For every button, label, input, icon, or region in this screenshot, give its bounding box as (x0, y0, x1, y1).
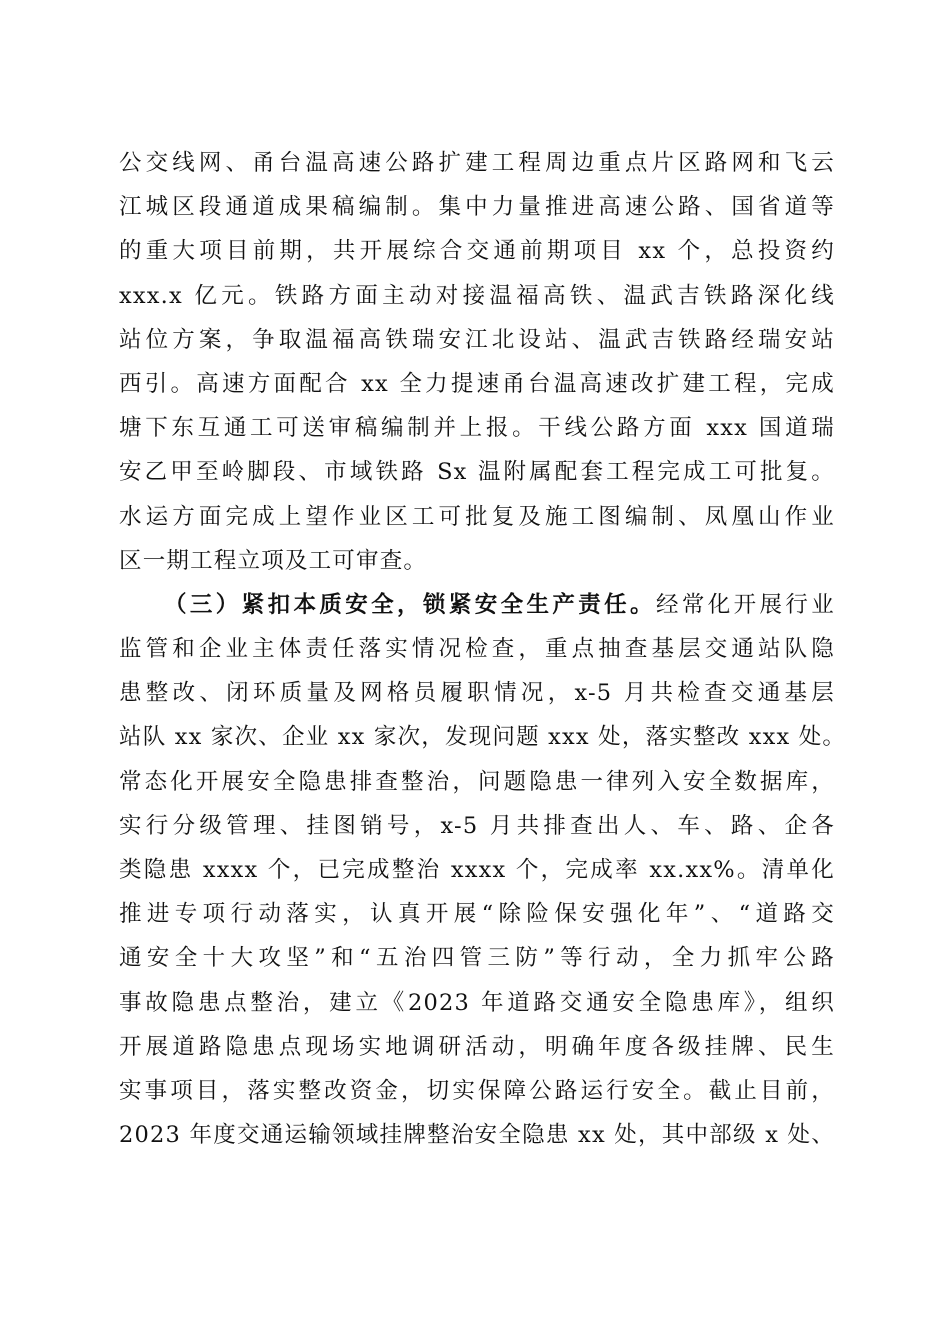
text-line (119, 450, 835, 494)
text-line (119, 760, 835, 804)
text-line (119, 671, 835, 715)
body-text (119, 141, 847, 1157)
line-text: 开展道路隐患点现场实地调研活动，明确年度各级挂牌、民生 (119, 1033, 835, 1060)
text-line (119, 1113, 835, 1157)
text-line (119, 229, 835, 273)
text-line (119, 848, 835, 892)
text-line (119, 892, 835, 936)
line-text: 区一期工程立项及工可审查。 (119, 547, 428, 574)
line-text: 实事项目，落实整改资金，切实保障公路运行安全。截止目前， (119, 1077, 835, 1104)
line-text: 江城区段通道成果稿编制。集中力量推进高速公路、国省道等 (119, 194, 835, 221)
line-text: 安乙甲至岭脚段、市域铁路 Sx 温附属配套工程完成工可批复。 (119, 459, 835, 486)
text-line (119, 1025, 835, 1069)
section-heading: （三）紧扣本质安全，锁紧安全生产责任。 (164, 591, 656, 618)
text-line (119, 141, 835, 185)
line-text: 2023 年度交通运输领域挂牌整治安全隐患 xx 处，其中部级 x 处、 (119, 1122, 835, 1149)
text-line (119, 715, 847, 759)
text-line (119, 318, 835, 362)
text-line (119, 185, 835, 229)
line-text: 公交线网、甬台温高速公路扩建工程周边重点片区路网和飞云 (119, 150, 835, 176)
text-line (119, 362, 835, 406)
line-text: 站队 xx 家次、企业 xx 家次，发现问题 xxx 处，落实整改 xxx 处。 (119, 724, 847, 751)
text-line (119, 627, 835, 671)
line-text: xxx.x 亿元。铁路方面主动对接温福高铁、温武吉铁路深化线 (119, 282, 835, 309)
line-text: 事故隐患点整治，建立《2023 年道路交通安全隐患库》，组织 (119, 989, 835, 1016)
text-line (119, 539, 835, 583)
line-text: 经常化开展行业 (655, 591, 835, 618)
text-line (119, 274, 835, 318)
line-text: 实行分级管理、挂图销号，x-5 月共排查出人、车、路、企各 (119, 812, 835, 839)
line-text: 推进专项行动落实，认真开展“除险保安强化年”、“道路交 (119, 901, 835, 928)
text-line (119, 495, 835, 539)
text-line (119, 406, 835, 450)
line-text: 患整改、闭环质量及网格员履职情况，x-5 月共检查交通基层 (119, 680, 835, 707)
line-text: 的重大项目前期，共开展综合交通前期项目 xx 个，总投资约 (119, 238, 835, 265)
text-line (119, 936, 835, 980)
text-line (119, 804, 835, 848)
line-text: 监管和企业主体责任落实情况检查，重点抽查基层交通站队隐 (119, 636, 835, 663)
line-text: 通安全十大攻坚”和“五治四管三防”等行动，全力抓牢公路 (119, 945, 835, 972)
text-line (119, 1069, 835, 1113)
line-text: 塘下东互通工可送审稿编制并上报。干线公路方面 xxx 国道瑞 (119, 415, 835, 442)
line-text: 常态化开展安全隐患排查整治，问题隐患一律列入安全数据库， (119, 768, 835, 795)
line-text: 水运方面完成上望作业区工可批复及施工图编制、凤凰山作业 (119, 503, 835, 530)
line-text: 类隐患 xxxx 个，已完成整治 xxxx 个，完成率 xx.xx%。清单化 (119, 857, 835, 883)
text-line (119, 583, 835, 627)
line-text: 西引。高速方面配合 xx 全力提速甬台温高速改扩建工程，完成 (119, 370, 835, 397)
line-text: 站位方案，争取温福高铁瑞安江北设站、温武吉铁路经瑞安站 (119, 326, 835, 353)
text-line (119, 981, 835, 1025)
